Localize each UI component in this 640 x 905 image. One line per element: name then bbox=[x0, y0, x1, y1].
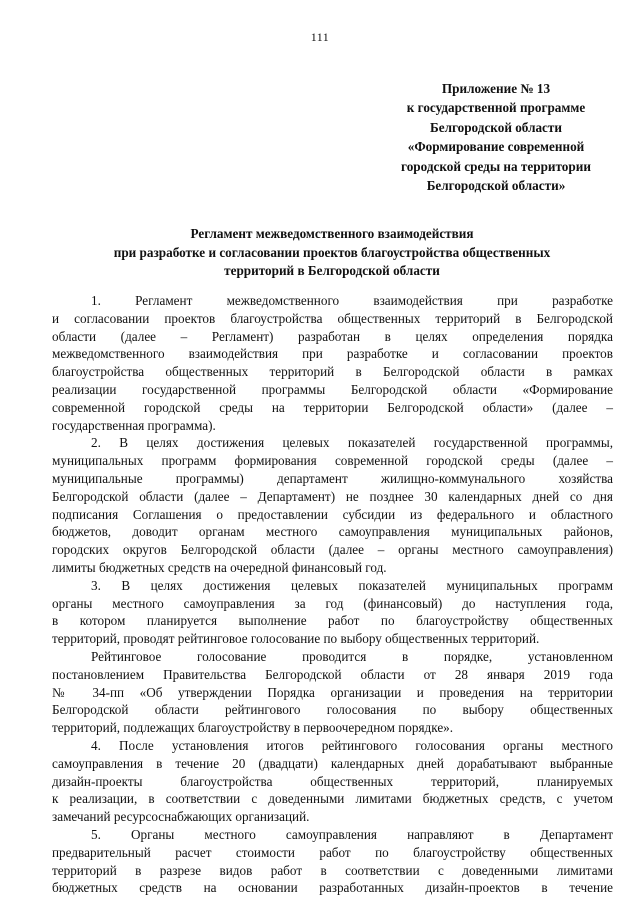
paragraph bbox=[52, 434, 613, 576]
appendix-header bbox=[378, 79, 614, 195]
page-number: 111 bbox=[310, 30, 330, 44]
paragraph-line: бюджетов, доводит органам местного самоуправления муниципальных районов, bbox=[52, 524, 613, 540]
paragraph bbox=[52, 826, 613, 897]
paragraph-line: территорий в разрезе видов работ в соответствии с доведенными лимитами bbox=[52, 862, 613, 878]
paragraph-line: межведомственного взаимодействия при разработке и согласовании проектов bbox=[52, 346, 613, 362]
title-line: Регламент межведомственного взаимодействия bbox=[190, 226, 474, 241]
paragraph-line: замечаний ресурсоснабжающих организаций. bbox=[52, 809, 310, 825]
paragraph-line: городских округов Белгородской области (далее – органы местного самоуправления) bbox=[52, 542, 613, 558]
title-line: при разработке и согласовании проектов благоустройства общественных bbox=[113, 244, 551, 260]
appendix-line: Приложение № 13 bbox=[441, 81, 551, 96]
paragraph-line: государственная программа). bbox=[52, 417, 216, 433]
paragraph-line: Белгородской области (далее – Департамент) не позднее 30 календарных дней со дня bbox=[52, 488, 613, 504]
paragraph bbox=[52, 577, 613, 648]
paragraph-line: лимиты бюджетных средств на очередной финансовый год. bbox=[52, 559, 387, 575]
paragraph-line: 3. В целях достижения целевых показателей муниципальных программ bbox=[91, 577, 613, 593]
title-line: территорий в Белгородской области bbox=[224, 263, 440, 279]
paragraph-line: подписания Соглашения о предоставлении субсидии из федерального и областного bbox=[52, 506, 613, 522]
document-title bbox=[52, 225, 612, 281]
paragraph bbox=[52, 648, 613, 737]
paragraph-line: современной городской среды на территории Белгородской области» (далее – bbox=[52, 399, 613, 415]
paragraph-line: самоуправления в течение 20 (двадцати) календарных дней дорабатывают выбранные bbox=[52, 755, 613, 771]
paragraph-line: 4. После установления итогов рейтингового голосования органы местного bbox=[91, 737, 613, 753]
appendix-line: Белгородской области bbox=[430, 119, 562, 135]
paragraph-line: предварительный расчет стоимости работ по благоустройству общественных bbox=[52, 844, 613, 860]
paragraph-line: и согласовании проектов благоустройства общественных территорий в Белгородской bbox=[52, 310, 613, 326]
paragraph-line: области (далее – Регламент) разработан в целях определения порядка bbox=[52, 328, 613, 344]
paragraph-line: территорий, проводят рейтинговое голосование по выбору общественных территорий. bbox=[52, 631, 540, 647]
paragraph-line: дизайн-проекты благоустройства общественных территорий, планируемых bbox=[52, 773, 613, 789]
paragraph-line: территорий, подлежащих благоустройству в первоочередном порядке». bbox=[52, 720, 454, 736]
paragraph-line: органы местного самоуправления за год (финансовый) до наступления года, bbox=[52, 595, 613, 611]
paragraph-line: муниципальные программы) департамент жилищно-коммунального хозяйства bbox=[52, 470, 613, 486]
paragraph-line: бюджетных средств на основании разработанных дизайн-проектов в течение bbox=[52, 880, 613, 896]
paragraph-line: в котором планируется выполнение работ по благоустройству общественных bbox=[52, 613, 613, 629]
paragraph-line: постановлением Правительства Белгородской области от 28 января 2019 года bbox=[52, 666, 613, 682]
appendix-line: Белгородской области» bbox=[426, 178, 566, 194]
paragraph-line: реализации государственной программы Белгородской области «Формирование bbox=[52, 381, 613, 397]
paragraph-line: 2. В целях достижения целевых показателей государственной программы, bbox=[91, 435, 613, 451]
paragraph-line: Белгородской области рейтингового голосования по выбору общественных bbox=[52, 702, 613, 718]
paragraph-line: 5. Органы местного самоуправления направляют в Департамент bbox=[91, 826, 613, 842]
appendix-line: «Формирование современной bbox=[407, 139, 585, 155]
paragraph-line: № 34-пп «Об утверждении Порядка организации и проведения на территории bbox=[52, 684, 613, 700]
appendix-line: к государственной программе bbox=[406, 100, 586, 116]
paragraph bbox=[52, 292, 613, 434]
paragraph bbox=[52, 737, 613, 826]
document-body bbox=[52, 292, 613, 897]
paragraph-line: благоустройства общественных территорий в Белгородской области в рамках bbox=[52, 364, 613, 380]
paragraph-line: муниципальных программ формирования современной городской среды (далее – bbox=[52, 453, 613, 469]
appendix-line: городской среды на территории bbox=[401, 158, 591, 174]
paragraph-line: Рейтинговое голосование проводится в порядке, установленном bbox=[91, 648, 613, 664]
paragraph-line: 1. Регламент межведомственного взаимодействия при разработке bbox=[91, 293, 613, 308]
paragraph-line: к реализации, в соответствии с доведенными лимитами бюджетных средств, с учетом bbox=[52, 791, 613, 807]
